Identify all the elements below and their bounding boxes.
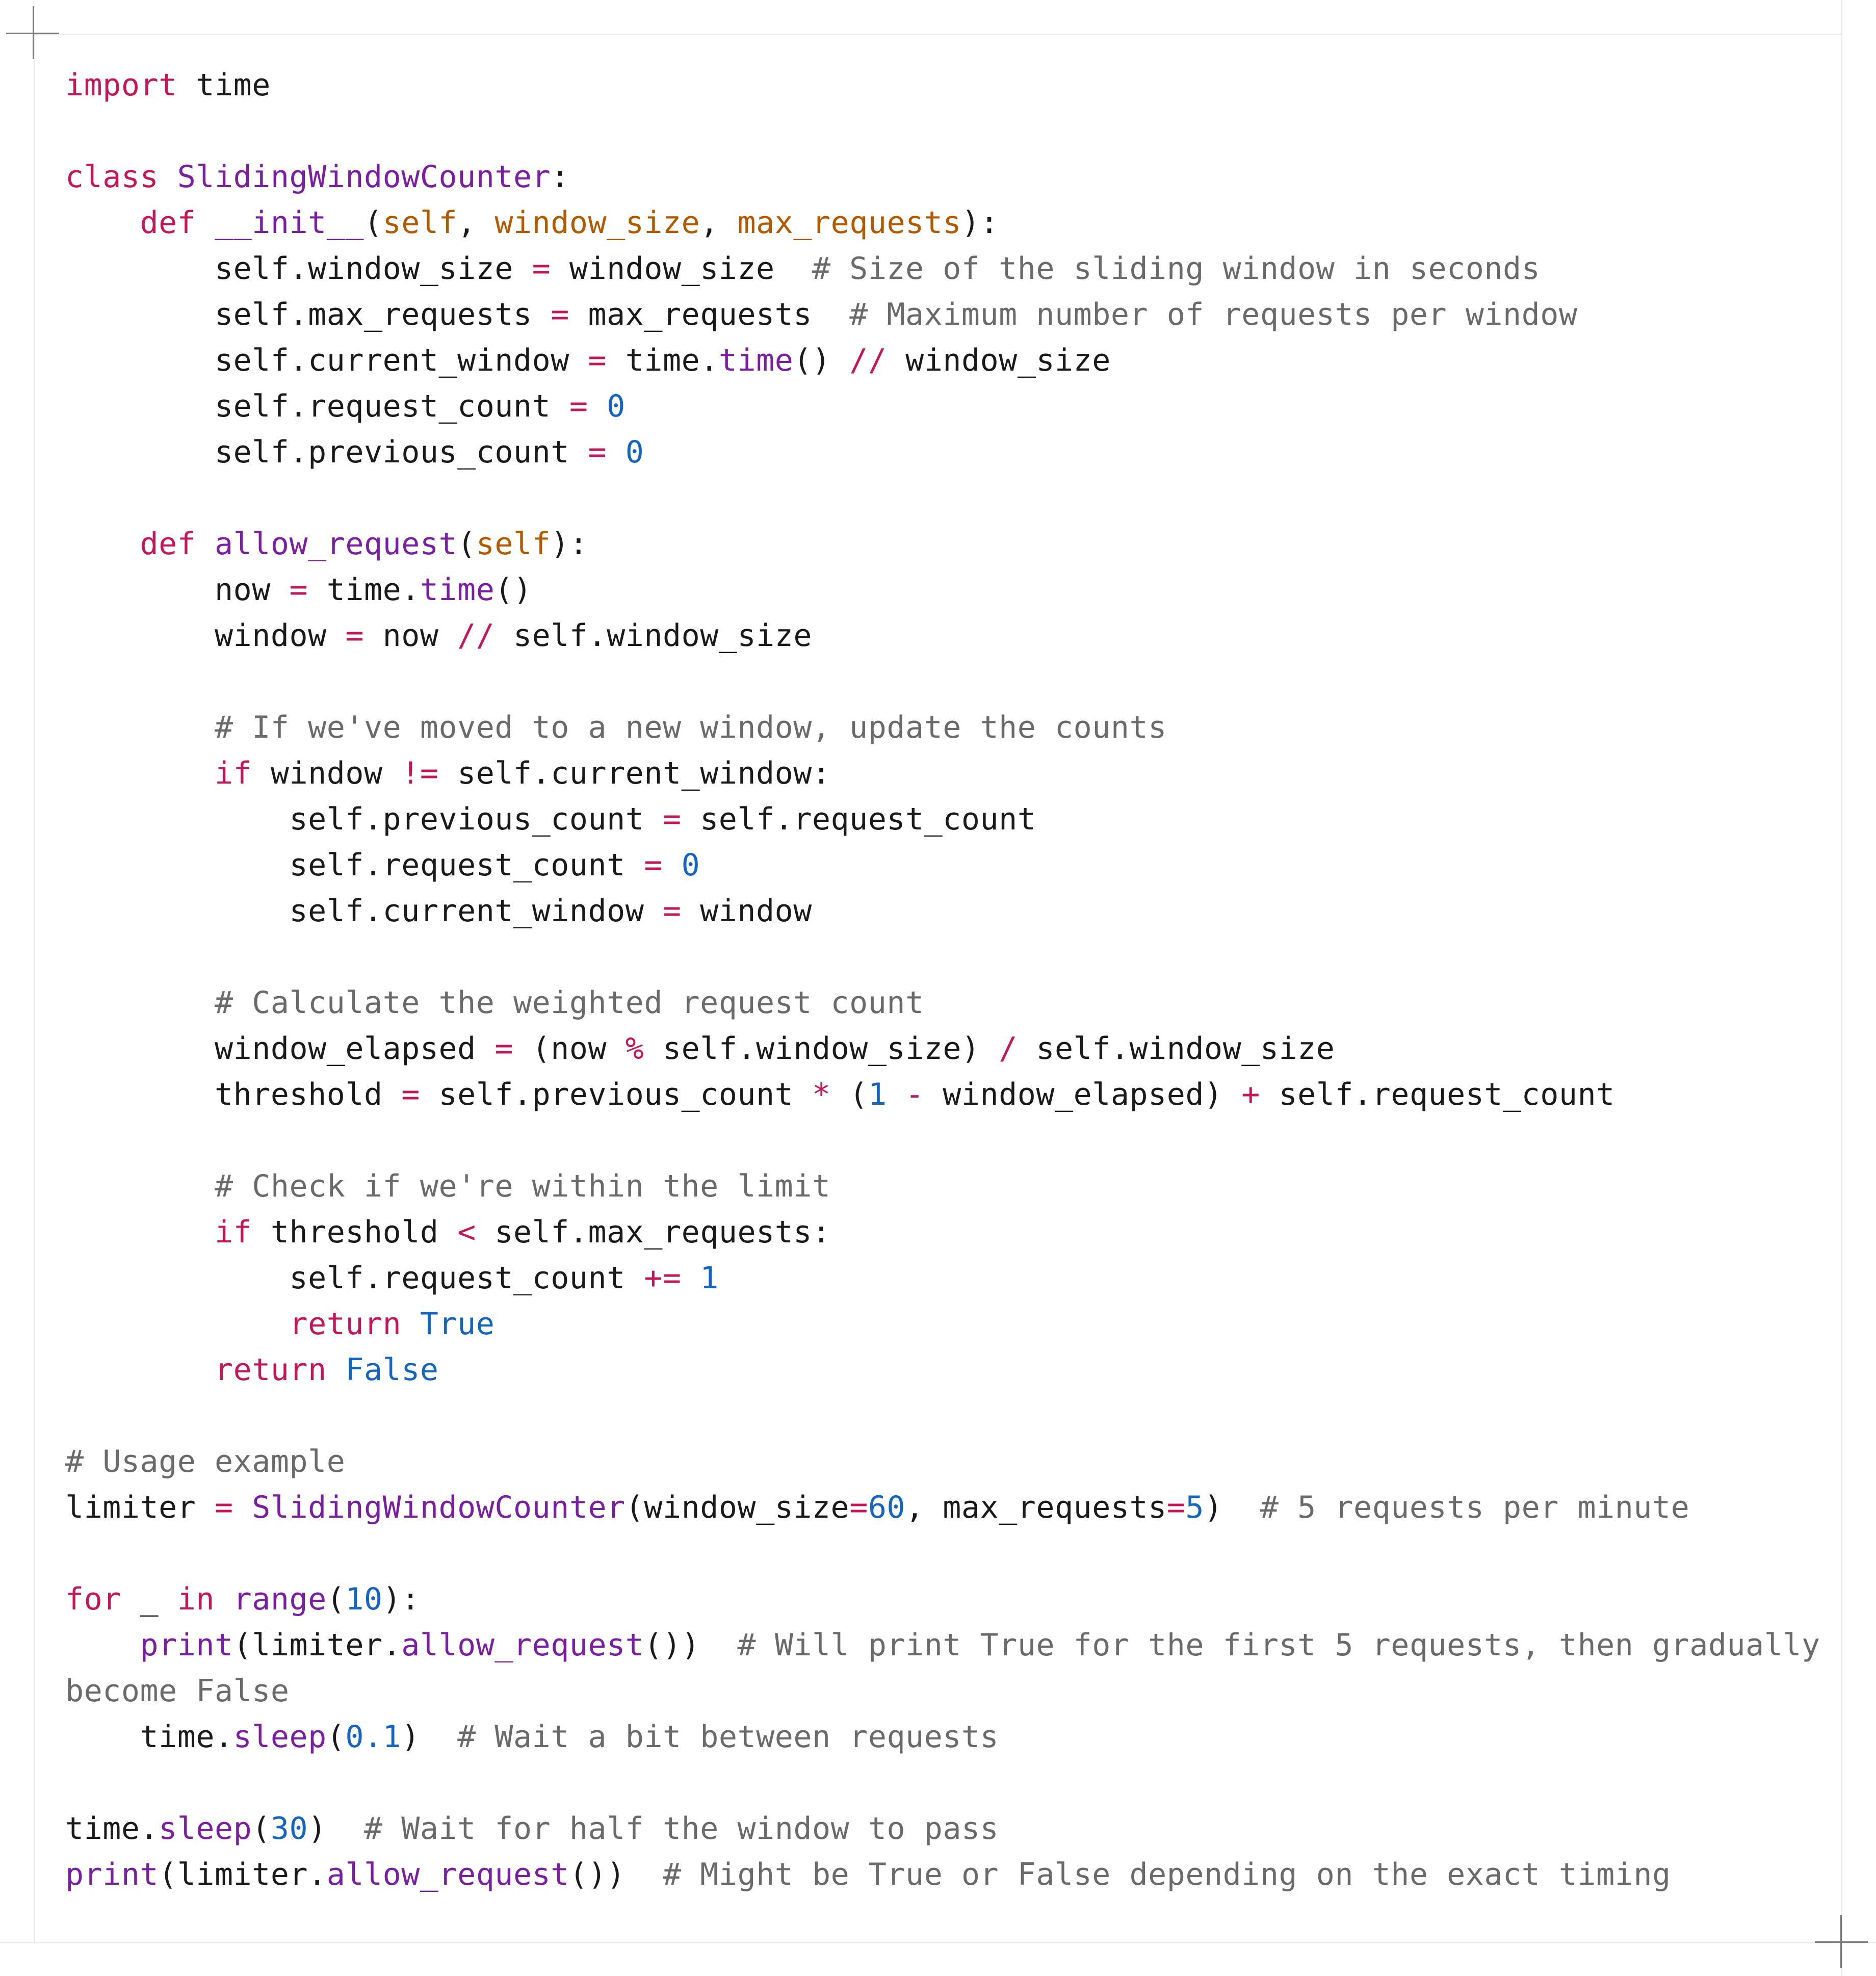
keyword-token: def [140,205,196,241]
keyword-token: return [214,1352,327,1388]
operator-token: = [401,1077,420,1112]
corner-crosshair-bottom-right-v [1840,1915,1842,1968]
text-token [65,985,215,1021]
operator-token: = [1166,1490,1186,1525]
code-line [65,1622,1820,1668]
text-token: ): [382,1581,420,1617]
comment-token: # Wait for half the window to pass [364,1811,999,1847]
code-line [65,1530,1799,1576]
function-token: allow_request [326,1857,569,1892]
text-token: threshold [252,1214,458,1250]
operator-token: = [494,1031,513,1067]
number-token: 60 [868,1490,906,1525]
code-line [65,1347,1799,1393]
text-token: ( [326,1719,346,1755]
operator-token: // [457,618,495,654]
comment-token: become False [65,1673,290,1709]
operator-token: % [625,1031,644,1067]
code-line [65,1163,1799,1209]
number-token: 0 [607,388,626,424]
text-token: window [681,893,812,929]
text-token: self.current_window: [438,756,831,791]
parameter-token: max_requests [737,205,961,241]
text-token [327,1352,346,1388]
code-line [65,1026,1799,1072]
code-line [65,567,1799,613]
text-token: time. [607,343,719,378]
code-line [65,475,1799,521]
text-token [65,1352,215,1388]
text-token [663,847,682,883]
text-token: self.request_count [681,801,1036,837]
parameter-token: self [476,526,551,562]
comment-token: # Usage example [65,1444,346,1479]
text-token: ( [830,1077,868,1112]
operator-token: = [551,297,569,332]
text-token [65,1627,140,1663]
text-token: ) [401,1719,458,1755]
comment-token: # Check if we're within the limit [214,1168,831,1204]
text-token: ()) [569,1857,663,1892]
text-token: ): [961,205,999,241]
operator-token: = [569,388,588,424]
text-token: ): [551,526,588,562]
text-token: self.window_size) [644,1031,999,1067]
text-token: ( [252,1811,271,1847]
keyword-token: in [177,1581,215,1617]
keyword-token: class [65,159,159,195]
text-token: self.max_requests [65,297,551,332]
text-token [682,1260,700,1296]
code-line [65,1301,1799,1347]
number-token: 0 [625,434,644,470]
text-token: self.current_window [65,893,663,929]
parameter-token: window_size [494,205,700,241]
code-line [65,705,1799,750]
text-token: (window_size [625,1490,850,1525]
operator-token: = [849,1490,868,1525]
text-token [65,526,140,562]
operator-token: = [644,847,663,883]
operator-token: = [588,434,607,470]
text-token: time. [65,1811,159,1847]
keyword-token: if [214,1214,252,1250]
code-line [65,1485,1799,1530]
text-token: self.window_size [494,618,812,654]
code-line [65,842,1799,888]
text-token [233,1490,252,1525]
text-token: , max_requests [905,1490,1167,1525]
code-line [65,750,1799,796]
text-token: window [252,756,402,791]
text-token: now [65,572,290,608]
text-token: : [551,159,569,195]
text-token: , [457,205,495,241]
code-line [65,1072,1799,1117]
text-token: ( [326,1581,346,1617]
code-line [65,1806,1799,1852]
text-token: _ [121,1581,177,1617]
text-token: self.request_count [65,1260,644,1296]
comment-token: # Maximum number of requests per window [849,297,1578,332]
code-line [65,613,1799,659]
code-line [65,1255,1799,1301]
text-token [65,710,215,745]
function-token: time [718,343,794,378]
text-token [65,205,140,241]
number-token: True [420,1306,495,1342]
code-line [65,659,1799,705]
class-name-token: SlidingWindowCounter [252,1490,626,1525]
frame-rail-bottom [0,1942,1876,1943]
keyword-token: return [289,1306,402,1342]
comment-token: # Will print True for the first 5 requests, then gradually [737,1627,1820,1663]
class-name-token: SlidingWindowCounter [177,159,551,195]
code-line [65,1393,1799,1439]
code-line [65,337,1799,383]
code-line [65,292,1799,337]
code-line [65,934,1799,980]
keyword-token: if [214,756,252,791]
text-token: time. [308,572,420,608]
function-token: print [140,1627,233,1663]
function-token: time [420,572,495,608]
code-line [65,1852,1799,1897]
code-line [65,1209,1799,1255]
function-token: range [233,1581,327,1617]
text-token: ) [1204,1490,1260,1525]
operator-token: * [812,1077,831,1112]
operator-token: = [662,893,682,929]
text-token [65,1168,215,1204]
number-token: 0.1 [345,1719,402,1755]
code-line [65,383,1799,429]
text-token: (limiter. [233,1627,402,1663]
code-line [65,1576,1799,1622]
comment-token: # Wait a bit between requests [457,1719,999,1755]
operator-token: = [289,572,308,608]
code-line [65,980,1799,1026]
text-token: self.window_size [65,251,532,287]
function-token: allow_request [401,1627,644,1663]
text-token [65,756,215,791]
text-token: ( [363,205,383,241]
comment-token: # If we've moved to a new window, update the counts [214,710,1167,745]
operator-token: += [644,1260,682,1296]
code-line [65,1668,1799,1714]
code-line [65,1117,1799,1163]
text-token [401,1306,420,1342]
text-token: ()) [644,1627,738,1663]
text-token: window_elapsed) [924,1077,1242,1112]
text-token: () [494,572,532,608]
text-token: limiter [65,1490,215,1525]
text-token: threshold [65,1077,402,1112]
operator-token: // [849,343,887,378]
text-token: (now [513,1031,626,1067]
text-token: self.max_requests: [476,1214,831,1250]
code-line [65,62,1799,108]
code-line [65,200,1799,246]
keyword-token: for [65,1581,121,1617]
comment-token: # 5 requests per minute [1260,1490,1690,1525]
number-token: 30 [270,1811,308,1847]
text-token [196,205,215,241]
operator-token: = [662,801,682,837]
code-line [65,796,1799,842]
text-token: window_elapsed [65,1031,495,1067]
text-token [588,388,607,424]
comment-token: # Calculate the weighted request count [214,985,924,1021]
text-token: window_size [551,251,812,287]
number-token: 10 [345,1581,383,1617]
operator-token: / [999,1031,1018,1067]
text-token: self.previous_count [420,1077,812,1112]
number-token: False [345,1352,439,1388]
function-token: sleep [233,1719,327,1755]
number-token: 1 [700,1260,719,1296]
code-line [65,1439,1799,1485]
code-line [65,1760,1799,1806]
text-token: ( [457,526,476,562]
text-token: self.previous_count [65,801,663,837]
text-token [196,526,215,562]
text-token: self.request_count [1260,1077,1615,1112]
text-token: window_size [887,343,1111,378]
comment-token: # Size of the sliding window in seconds [812,251,1541,287]
text-token: () [793,343,850,378]
text-token: now [363,618,458,654]
text-token: ) [308,1811,364,1847]
operator-token: = [214,1490,233,1525]
text-token: max_requests [569,297,850,332]
text-token: self.current_window [65,343,588,378]
code-block[interactable] [65,62,1820,1897]
text-token: self.request_count [65,388,569,424]
text-token: (limiter. [159,1857,327,1892]
code-line [65,888,1799,934]
text-token: , [700,205,738,241]
corner-crosshair-top-left-v [33,6,34,59]
function-token: __init__ [215,205,364,241]
frame-rail-right [1841,0,1842,1976]
keyword-token: import [65,67,177,103]
text-token [215,1581,233,1617]
function-token: sleep [159,1811,252,1847]
keyword-token: def [140,526,196,562]
code-line [65,154,1799,200]
operator-token: != [401,756,439,791]
number-token: 1 [868,1077,887,1112]
text-token [607,434,626,470]
number-token: 5 [1185,1490,1205,1525]
text-token: time [177,67,271,103]
code-line [65,108,1799,154]
text-token [159,159,177,195]
operator-token: - [905,1077,924,1112]
number-token: 0 [681,847,700,883]
text-token [65,1214,215,1250]
operator-token: = [532,251,551,287]
function-token: allow_request [215,526,458,562]
operator-token: + [1241,1077,1260,1112]
code-line [65,1714,1799,1760]
code-line [65,521,1799,567]
operator-token: = [345,618,364,654]
code-line [65,429,1799,475]
text-token: self.window_size [1017,1031,1335,1067]
text-token: window [65,618,346,654]
comment-token: # Might be True or False depending on the exact timing [662,1857,1671,1892]
code-line [65,246,1799,292]
parameter-token: self [382,205,458,241]
function-token: print [65,1857,159,1892]
text-token [65,1306,289,1342]
text-token [887,1077,905,1112]
text-token: self.request_count [65,847,644,883]
text-token: time. [65,1719,233,1755]
operator-token: < [457,1214,476,1250]
operator-token: = [588,343,607,378]
text-token: self.previous_count [65,434,588,470]
